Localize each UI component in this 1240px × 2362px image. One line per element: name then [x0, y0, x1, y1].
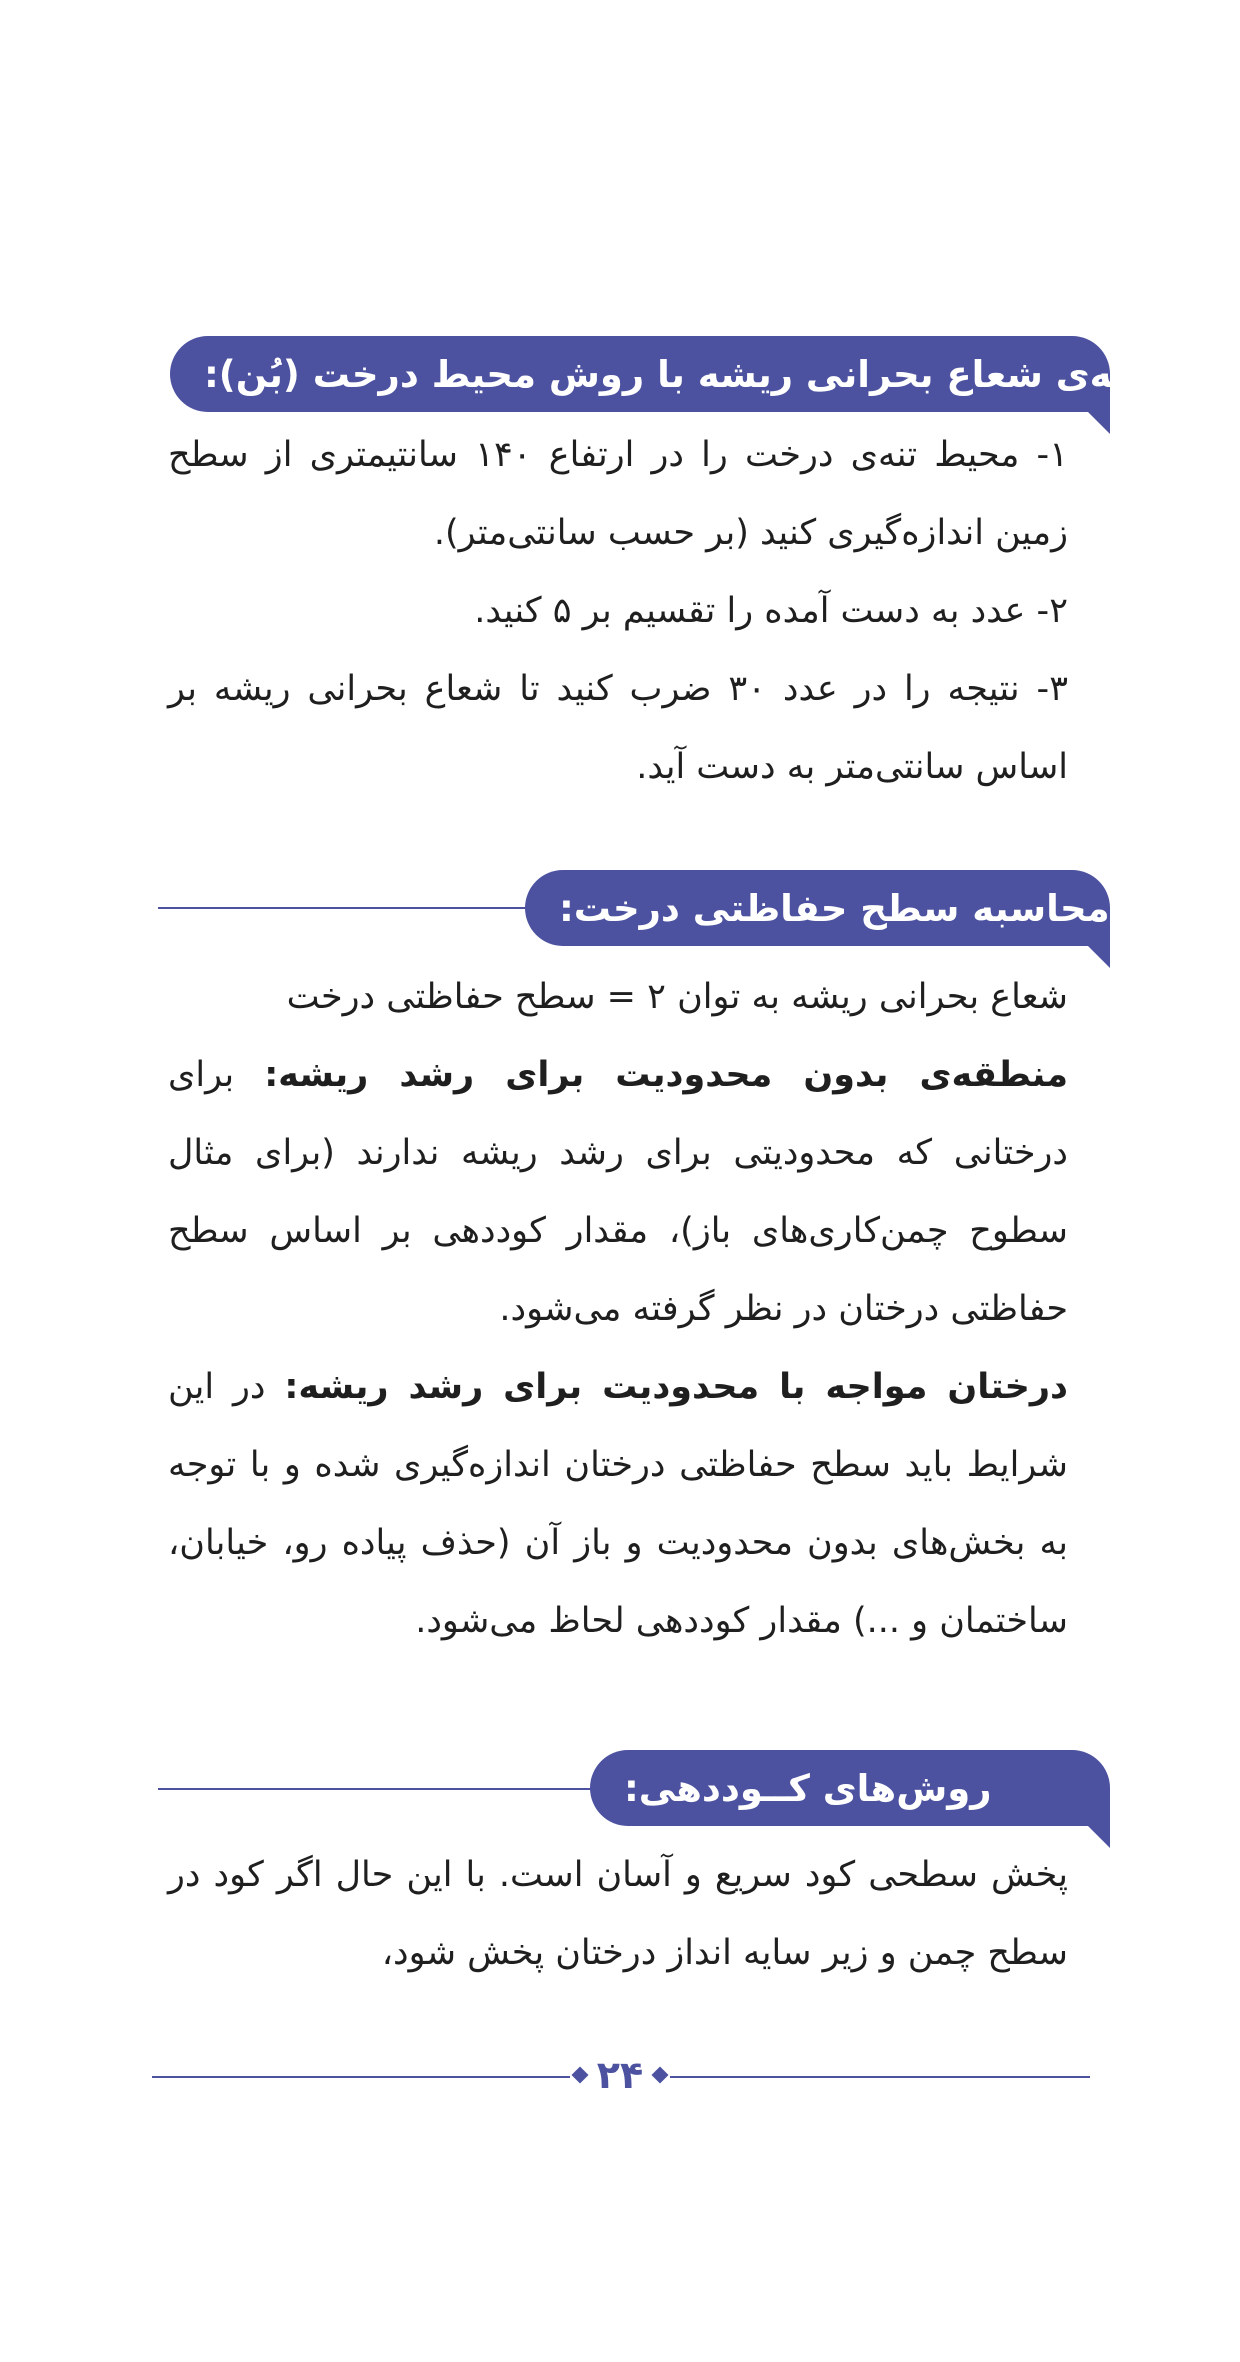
page-number: ۲۴	[596, 2053, 644, 2097]
section-body-fertilizing-methods	[168, 1836, 1068, 1992]
footer-line-left	[152, 2076, 570, 2078]
heading-tail-decoration	[1088, 946, 1110, 968]
paragraph-body: برای درختانی که محدودیتی برای رشد ریشه ندارند (برای مثال سطوح چمن‌کاری‌های باز)، مقدار کوددهی بر اساس سطح حفاظتی درختان در نظر گرفته می‌شود.	[168, 1055, 1068, 1329]
section-body-protection-area	[168, 958, 1068, 1660]
section-heading-protection-area	[525, 870, 1110, 946]
footer-line-right	[670, 2076, 1090, 2078]
footer-diamond-right	[652, 2067, 669, 2084]
heading-tail-decoration	[1088, 412, 1110, 434]
section-heading-text: محاسبه‌ی شعاع بحرانی ریشه با روش محیط درخت (بُن):	[204, 352, 1228, 396]
heading-rule-line	[158, 907, 538, 909]
protection-formula: شعاع بحرانی ریشه به توان ۲ = سطح حفاظتی درخت	[286, 977, 1068, 1017]
section-body-root-radius	[168, 416, 1068, 806]
heading-rule-line	[158, 1788, 598, 1790]
footer-diamond-left	[572, 2067, 589, 2084]
paragraph-bold-lead: درختان مواجه با محدودیت برای رشد ریشه:	[284, 1367, 1068, 1407]
paragraph-body: در این شرایط باید سطح حفاظتی درختان اندازه‌گیری شده و با توجه به بخش‌های بدون محدودیت و باز آن (حذف پیاده رو، خیابان، ساختمان و ...) مقدار کوددهی لحاظ می‌شود.	[168, 1367, 1068, 1641]
step-2: ۲- عدد به دست آمده را تقسیم بر ۵ کنید.	[474, 591, 1068, 631]
section-heading-text: روش‌های کــوددهی:	[624, 1766, 992, 1810]
step-1: ۱- محیط تنه‌ی درخت را در ارتفاع ۱۴۰ سانتیمتری از سطح زمین اندازه‌گیری کنید (بر حسب سانتی‌متر).	[168, 435, 1068, 553]
paragraph-unrestricted-zone	[168, 1036, 1068, 1348]
section-heading-text: محاسبه سطح حفاظتی درخت:	[559, 886, 1110, 930]
section-heading-fertilizing-methods	[590, 1750, 1110, 1826]
step-3: ۳- نتیجه را در عدد ۳۰ ضرب کنید تا شعاع بحرانی ریشه بر اساس سانتی‌متر به دست آید.	[168, 669, 1068, 787]
heading-tail-decoration	[1088, 1826, 1110, 1848]
paragraph-surface-spreading: پخش سطحی کود سریع و آسان است. با این حال اگر کود در سطح چمن و زیر سایه انداز درختان پخش شود،	[168, 1855, 1068, 1973]
paragraph-bold-lead: منطقه‌ی بدون محدودیت برای رشد ریشه:	[264, 1055, 1068, 1095]
paragraph-restricted-trees	[168, 1348, 1068, 1660]
section-heading-root-radius	[170, 336, 1228, 412]
